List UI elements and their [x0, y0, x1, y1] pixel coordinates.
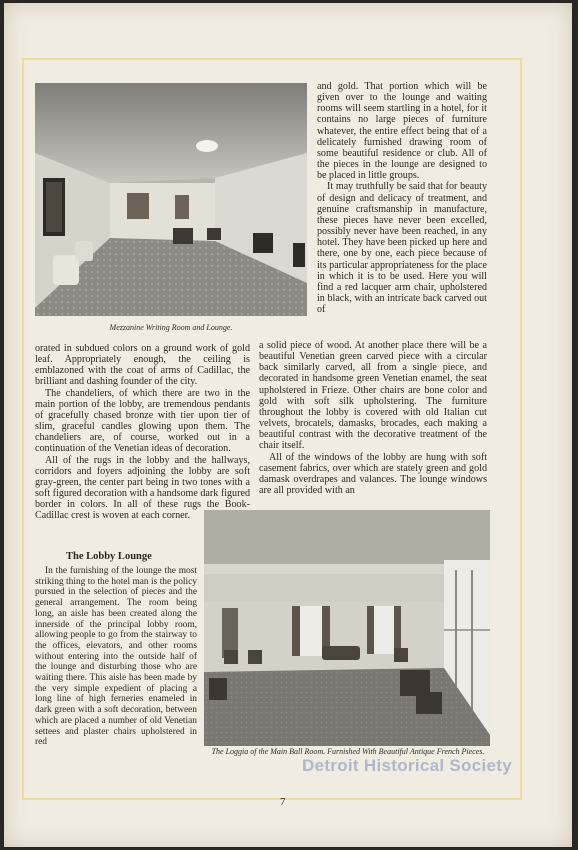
caption-top-photo: Mezzanine Writing Room and Lounge. [109, 323, 233, 332]
watermark-text: Detroit Historical Society [302, 756, 512, 775]
text-column-right-mid [259, 340, 487, 496]
paragraph: In the furnishing of the lounge the most striking thing to the hotel man is the policy pursued in the selection of pieces and the general arrangement. The room being long, an aisle has been created along the innerside of the principal lobby room, allowing people to go from the stairway to the offices, elevators, and other rooms without entering into the outside half of the lounge and disturbing those who are waiting there. This aisle has been made by the very simple expedient of placing a long line of high ferneries enameled in dark green with a soft decoration, between which are placed a number of old Venetian settees and plaster chairs upholstered in red [35, 566, 197, 748]
magazine-page [4, 3, 572, 847]
paragraph: All of the windows of the lobby are hung with soft casement fabrics, over which are stately green and gold damask overdrapes and valances. The lounge windows are all provided with an [259, 451, 487, 497]
text-column-right-top [317, 81, 487, 315]
paragraph: The chandeliers, of which there are two in the main portion of the lobby, are tremendous pendants of gracefully chased bronze with tier upon tier of slim, graceful candles glowing upon them. The chandeliers are, of course, worked out in a continuation of the Venetian ideas of decoration. [35, 387, 250, 455]
paragraph: orated in subdued colors on a ground work of gold leaf. Appropriately enough, the ceiling is emblazoned with the coat of arms of Cadillac, the brilliant and dashing founder of the city. [35, 343, 250, 388]
loggia-ballroom-image [204, 510, 490, 746]
photo-loggia-ballroom [204, 510, 490, 746]
page-number: 7 [280, 796, 286, 808]
mezzanine-room-image [35, 83, 307, 316]
paragraph: It may truthfully be said that for beauty of design and delicacy of treatment, and genuine craftsmanship in manufacture, these pieces have never been excelled, possibly never have been reached, in any hotel. They have been picked up here and there, one by one, each piece because of its particular appropriateness for the place in which it is to be used. Here you will find a red lacquer arm chair, upholstered in black, with an intricate back carved out of [317, 181, 487, 316]
text-column-left-lounge [35, 566, 197, 748]
section-heading-lobby-lounge: The Lobby Lounge [66, 551, 152, 562]
caption-bottom-photo: The Loggia of the Main Ball Room. Furnished With Beautiful Antique French Pieces. [211, 747, 485, 756]
paragraph: and gold. That portion which will be given over to the lounge and waiting rooms will seem startling in a hotel, for it contains no large pieces of furniture whatever, the entire effect being that of a delicately furnished drawing room of some beautiful residence or club. All of the pieces in the lounge are designed to be placed in little groups. [317, 81, 487, 182]
paragraph: All of the rugs in the lobby and the hallways, corridors and foyers adjoining the lobby are soft gray-green, the center part being in two tones with a soft figured decoration with a handsome dark figured border in colors. In all of these rugs the Book-Cadillac crest is woven at each corner. [35, 454, 250, 522]
paragraph: a solid piece of wood. At another place there will be a beautiful Venetian green carved piece with a circular back similarly carved, all from a single piece, and decorated in handsome green Venetian enamel, the seat upholstered in Frieze. Other chairs are bone color and gold with soft silk upholstering. The furniture throughout the lobby is covered with old Italian cut velvets, brocatels, damasks, brocades, each making a beautiful contrast with the decorative treatment of the chair itself. [259, 340, 487, 452]
photo-mezzanine-writing-room [35, 83, 307, 316]
text-column-left [35, 343, 250, 522]
